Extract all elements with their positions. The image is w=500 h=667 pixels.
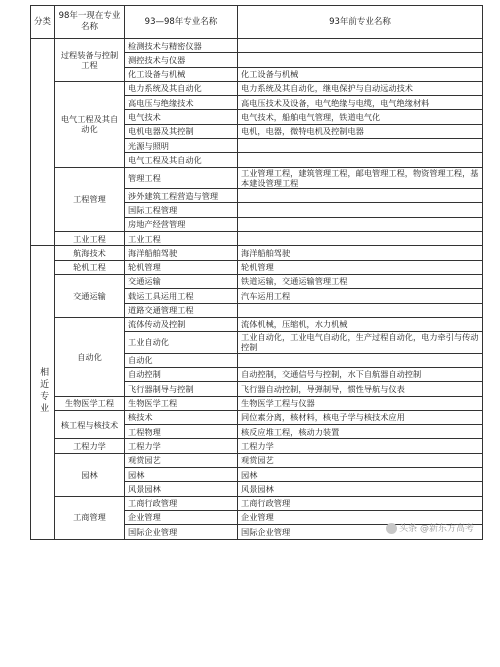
major-pre93-cell: 国际企业管理 [238, 525, 483, 539]
watermark [386, 521, 474, 534]
major-pre93-cell [238, 39, 483, 53]
major-93-98-cell: 园林 [125, 468, 238, 482]
header-category: 分类 [31, 6, 55, 39]
header-current-major: 98年一现在专业名称 [55, 6, 125, 39]
table-row [31, 410, 483, 424]
major-93-98-cell: 电机电器及其控制 [125, 124, 238, 138]
major-93-98-cell: 涉外建筑工程营造与管理 [125, 189, 238, 203]
major-pre93-cell: 飞行器自动控制，导弹制导，惯性导航与仪表 [238, 382, 483, 396]
document-page [30, 5, 482, 540]
current-major-cell: 核工程与核技术 [55, 410, 125, 439]
table-row [31, 274, 483, 288]
current-major-cell: 交通运输 [55, 274, 125, 317]
table-body [31, 39, 483, 540]
major-93-98-cell: 国际企业管理 [125, 525, 238, 539]
category-label: 相近专业 [38, 367, 49, 416]
major-93-98-cell: 光源与照明 [125, 139, 238, 153]
header-93-98-major: 93—98年专业名称 [125, 6, 238, 39]
major-pre93-cell: 海洋船舶驾驶 [238, 246, 483, 260]
table-row [31, 232, 483, 246]
toutiao-logo-icon [386, 523, 397, 534]
major-pre93-cell: 园林 [238, 468, 483, 482]
major-93-98-cell: 道路交通管理工程 [125, 303, 238, 317]
major-93-98-cell: 生物医学工程 [125, 396, 238, 410]
table-row [31, 453, 483, 467]
major-93-98-cell: 工业自动化 [125, 332, 238, 354]
major-pre93-cell: 同位素分离，核材料，核电子学与核技术应用 [238, 410, 483, 424]
current-major-cell: 工业工程 [55, 232, 125, 246]
major-pre93-cell: 电机，电器，微特电机及控制电器 [238, 124, 483, 138]
major-93-98-cell: 轮机管理 [125, 260, 238, 274]
header-pre93-major: 93年前专业名称 [238, 6, 483, 39]
table-row [31, 317, 483, 331]
major-93-98-cell: 电气工程及其自动化 [125, 153, 238, 167]
major-93-98-cell: 企业管理 [125, 510, 238, 524]
current-major-cell: 工程管理 [55, 167, 125, 231]
major-pre93-cell: 工业自动化，工业电气自动化，生产过程自动化，电力牵引与传动控制 [238, 332, 483, 354]
current-major-cell: 工商管理 [55, 496, 125, 539]
major-pre93-cell: 企业管理 [238, 510, 483, 524]
major-pre93-cell [238, 153, 483, 167]
major-93-98-cell: 自动控制 [125, 367, 238, 381]
major-93-98-cell: 工商行政管理 [125, 496, 238, 510]
major-pre93-cell: 电气技术，船舶电气管理，铁道电气化 [238, 110, 483, 124]
major-93-98-cell: 风景园林 [125, 482, 238, 496]
major-table [30, 5, 483, 540]
major-pre93-cell: 高电压技术及设备，电气绝缘与电缆，电气绝缘材料 [238, 96, 483, 110]
major-pre93-cell: 核反应堆工程，核动力装置 [238, 425, 483, 439]
category-cell [31, 39, 55, 246]
major-93-98-cell: 核技术 [125, 410, 238, 424]
major-pre93-cell [238, 217, 483, 231]
major-pre93-cell [238, 53, 483, 67]
major-pre93-cell: 铁道运输，交通运输管理工程 [238, 274, 483, 288]
watermark-text: 头条 @新东方高考 [399, 523, 474, 534]
major-pre93-cell [238, 203, 483, 217]
major-93-98-cell: 观赏园艺 [125, 453, 238, 467]
table-header-row [31, 6, 483, 39]
major-93-98-cell: 工业工程 [125, 232, 238, 246]
major-93-98-cell: 工程物理 [125, 425, 238, 439]
major-pre93-cell: 生物医学工程与仪器 [238, 396, 483, 410]
major-pre93-cell: 流体机械，压缩机，水力机械 [238, 317, 483, 331]
current-major-cell: 航海技术 [55, 246, 125, 260]
major-pre93-cell: 工商行政管理 [238, 496, 483, 510]
major-pre93-cell: 轮机管理 [238, 260, 483, 274]
major-pre93-cell: 化工设备与机械 [238, 67, 483, 81]
current-major-cell: 生物医学工程 [55, 396, 125, 410]
current-major-cell: 过程装备与控制工程 [55, 39, 125, 82]
major-93-98-cell: 海洋船舶驾驶 [125, 246, 238, 260]
current-major-cell: 工程力学 [55, 439, 125, 453]
major-pre93-cell: 观赏园艺 [238, 453, 483, 467]
major-93-98-cell: 管理工程 [125, 167, 238, 189]
major-pre93-cell [238, 189, 483, 203]
major-pre93-cell [238, 353, 483, 367]
table-row [31, 396, 483, 410]
major-93-98-cell: 飞行器制导与控制 [125, 382, 238, 396]
major-93-98-cell: 测控技术与仪器 [125, 53, 238, 67]
current-major-cell: 自动化 [55, 317, 125, 396]
major-pre93-cell: 电力系统及其自动化，继电保护与自动远动技术 [238, 81, 483, 95]
current-major-cell: 轮机工程 [55, 260, 125, 274]
major-93-98-cell: 化工设备与机械 [125, 67, 238, 81]
major-93-98-cell: 国际工程管理 [125, 203, 238, 217]
category-cell [31, 246, 55, 539]
table-row [31, 260, 483, 274]
major-93-98-cell: 载运工具运用工程 [125, 289, 238, 303]
current-major-cell: 园林 [55, 453, 125, 496]
major-pre93-cell [238, 139, 483, 153]
table-row [31, 167, 483, 189]
major-pre93-cell: 汽车运用工程 [238, 289, 483, 303]
table-row [31, 39, 483, 53]
major-93-98-cell: 工程力学 [125, 439, 238, 453]
major-pre93-cell [238, 232, 483, 246]
table-row [31, 246, 483, 260]
major-93-98-cell: 房地产经营管理 [125, 217, 238, 231]
major-93-98-cell: 高电压与绝缘技术 [125, 96, 238, 110]
table-row [31, 496, 483, 510]
table-row [31, 81, 483, 95]
major-93-98-cell: 交通运输 [125, 274, 238, 288]
current-major-cell: 电气工程及其自动化 [55, 81, 125, 167]
major-pre93-cell: 自动控制，交通信号与控制，水下自航器自动控制 [238, 367, 483, 381]
major-pre93-cell: 风景园林 [238, 482, 483, 496]
table-row [31, 439, 483, 453]
major-93-98-cell: 流体传动及控制 [125, 317, 238, 331]
major-pre93-cell [238, 303, 483, 317]
major-93-98-cell: 自动化 [125, 353, 238, 367]
major-93-98-cell: 电气技术 [125, 110, 238, 124]
major-pre93-cell: 工程力学 [238, 439, 483, 453]
major-pre93-cell: 工业管理工程，建筑管理工程，邮电管理工程，物资管理工程，基本建设管理工程 [238, 167, 483, 189]
major-93-98-cell: 检测技术与精密仪器 [125, 39, 238, 53]
major-93-98-cell: 电力系统及其自动化 [125, 81, 238, 95]
